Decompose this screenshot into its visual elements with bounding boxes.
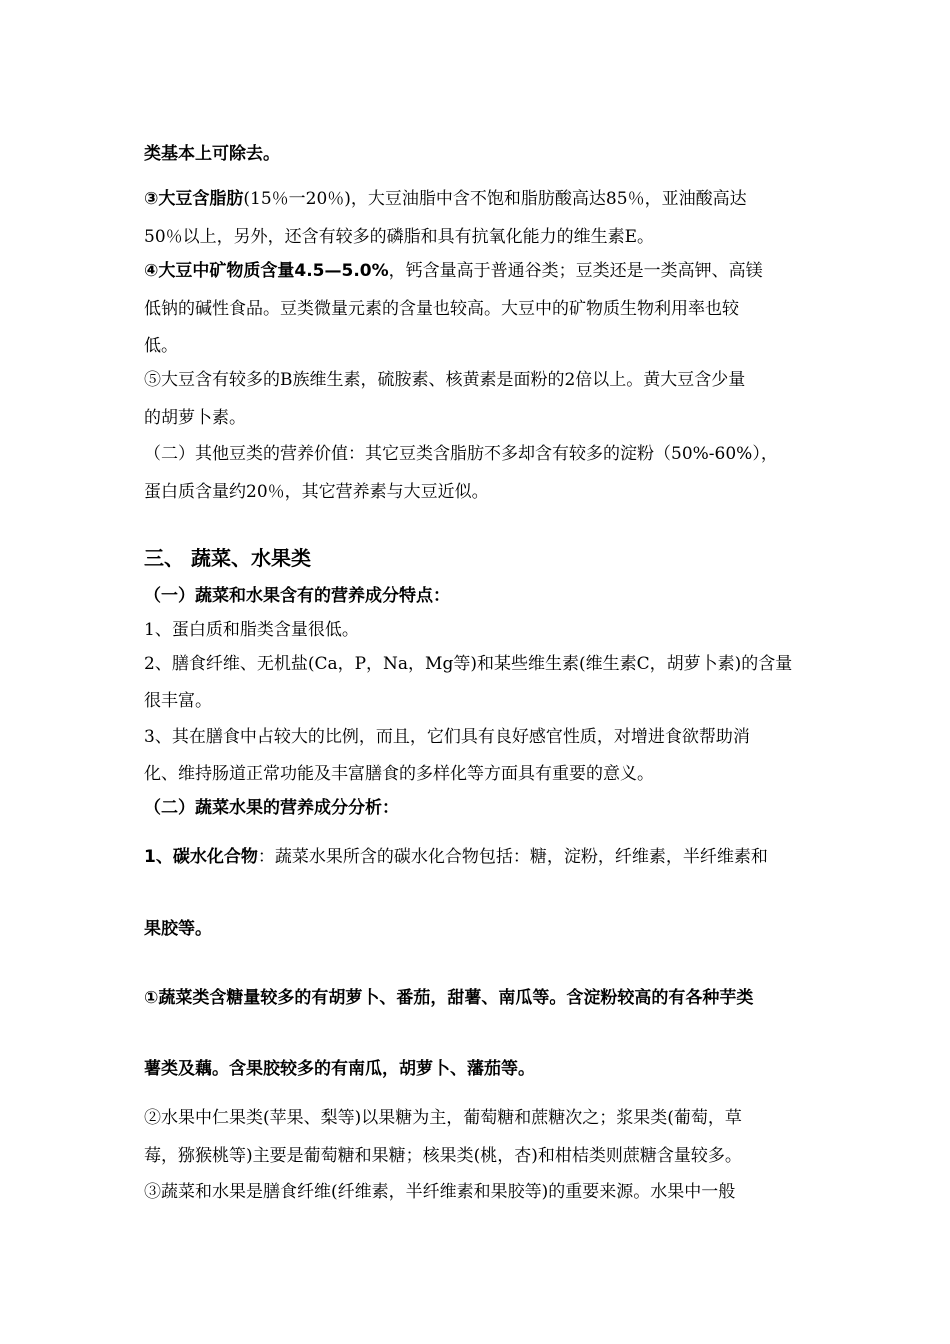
- text-line: 薯类及藕。含果胶较多的有南瓜，胡萝卜、藩茄等。: [144, 1059, 535, 1079]
- text-line: 类基本上可除去。: [144, 144, 280, 164]
- text-line: 低。: [144, 336, 178, 356]
- text-line: [144, 187, 747, 211]
- section-heading: 三、 蔬菜、水果类: [144, 546, 311, 570]
- soy-fat-text: (15％一20％)，大豆油脂中含不饱和脂肪酸高达85％，亚油酸高达: [243, 189, 747, 209]
- text-line: （二）其他豆类的营养价值：其它豆类含脂肪不多却含有较多的淀粉（50%-60%），: [144, 444, 778, 464]
- text-line: 蛋白质含量约20％，其它营养素与大豆近似。: [144, 482, 489, 502]
- text-line: [144, 259, 763, 283]
- text-line: 2、膳食纤维、无机盐(Ca，P，Na，Mg等)和某些维生素(维生素C，胡萝卜素)的含量: [144, 654, 793, 674]
- text-line: ②水果中仁果类(苹果、梨等)以果糖为主，葡萄糖和蔗糖次之；浆果类(葡萄，草: [144, 1108, 742, 1128]
- text-line: ⑤大豆含有较多的B族维生素，硫胺素、核黄素是面粉的2倍以上。黄大豆含少量: [144, 370, 746, 390]
- text-line: 3、其在膳食中占较大的比例，而且，它们具有良好感官性质，对增进食欲帮助消: [144, 727, 750, 747]
- text-line: ①蔬菜类含糖量较多的有胡萝卜、番茄，甜薯、南瓜等。含淀粉较高的有各种芋类: [144, 988, 754, 1008]
- text-line: 50％以上，另外，还含有较多的磷脂和具有抗氧化能力的维生素E。: [144, 227, 655, 247]
- subsection-heading: （一）蔬菜和水果含有的营养成分特点：: [144, 586, 450, 606]
- text-line: 的胡萝卜素。: [144, 408, 246, 428]
- text-line: 低钠的碱性食品。豆类微量元素的含量也较高。大豆中的矿物质生物利用率也较: [144, 299, 739, 319]
- subsection-heading: （二）蔬菜水果的营养成分分析：: [144, 798, 399, 818]
- carbohydrate-label: 1、碳水化合物: [144, 847, 258, 867]
- text-line: 1、蛋白质和脂类含量很低。: [144, 620, 359, 640]
- text-line: 化、维持肠道正常功能及丰富膳食的多样化等方面具有重要的意义。: [144, 764, 654, 784]
- text-line: ③蔬菜和水果是膳食纤维(纤维素，半纤维素和果胶等)的重要来源。水果中一般: [144, 1182, 736, 1202]
- soy-fat-label: ③大豆含脂肪: [144, 189, 244, 209]
- soy-mineral-text: ，钙含量高于普通谷类；豆类还是一类高钾、高镁: [388, 261, 763, 281]
- text-line: 果胶等。: [144, 919, 212, 939]
- soy-mineral-label: ④大豆中矿物质含量4.5—5.0%: [144, 261, 389, 281]
- carbohydrate-text: ：蔬菜水果所含的碳水化合物包括：糖，淀粉，纤维素，半纤维素和: [257, 847, 768, 867]
- text-line: [144, 845, 768, 869]
- text-line: 很丰富。: [144, 691, 212, 711]
- text-line: 莓，猕猴桃等)主要是葡萄糖和果糖；核果类(桃，杏)和柑桔类则蔗糖含量较多。: [144, 1146, 742, 1166]
